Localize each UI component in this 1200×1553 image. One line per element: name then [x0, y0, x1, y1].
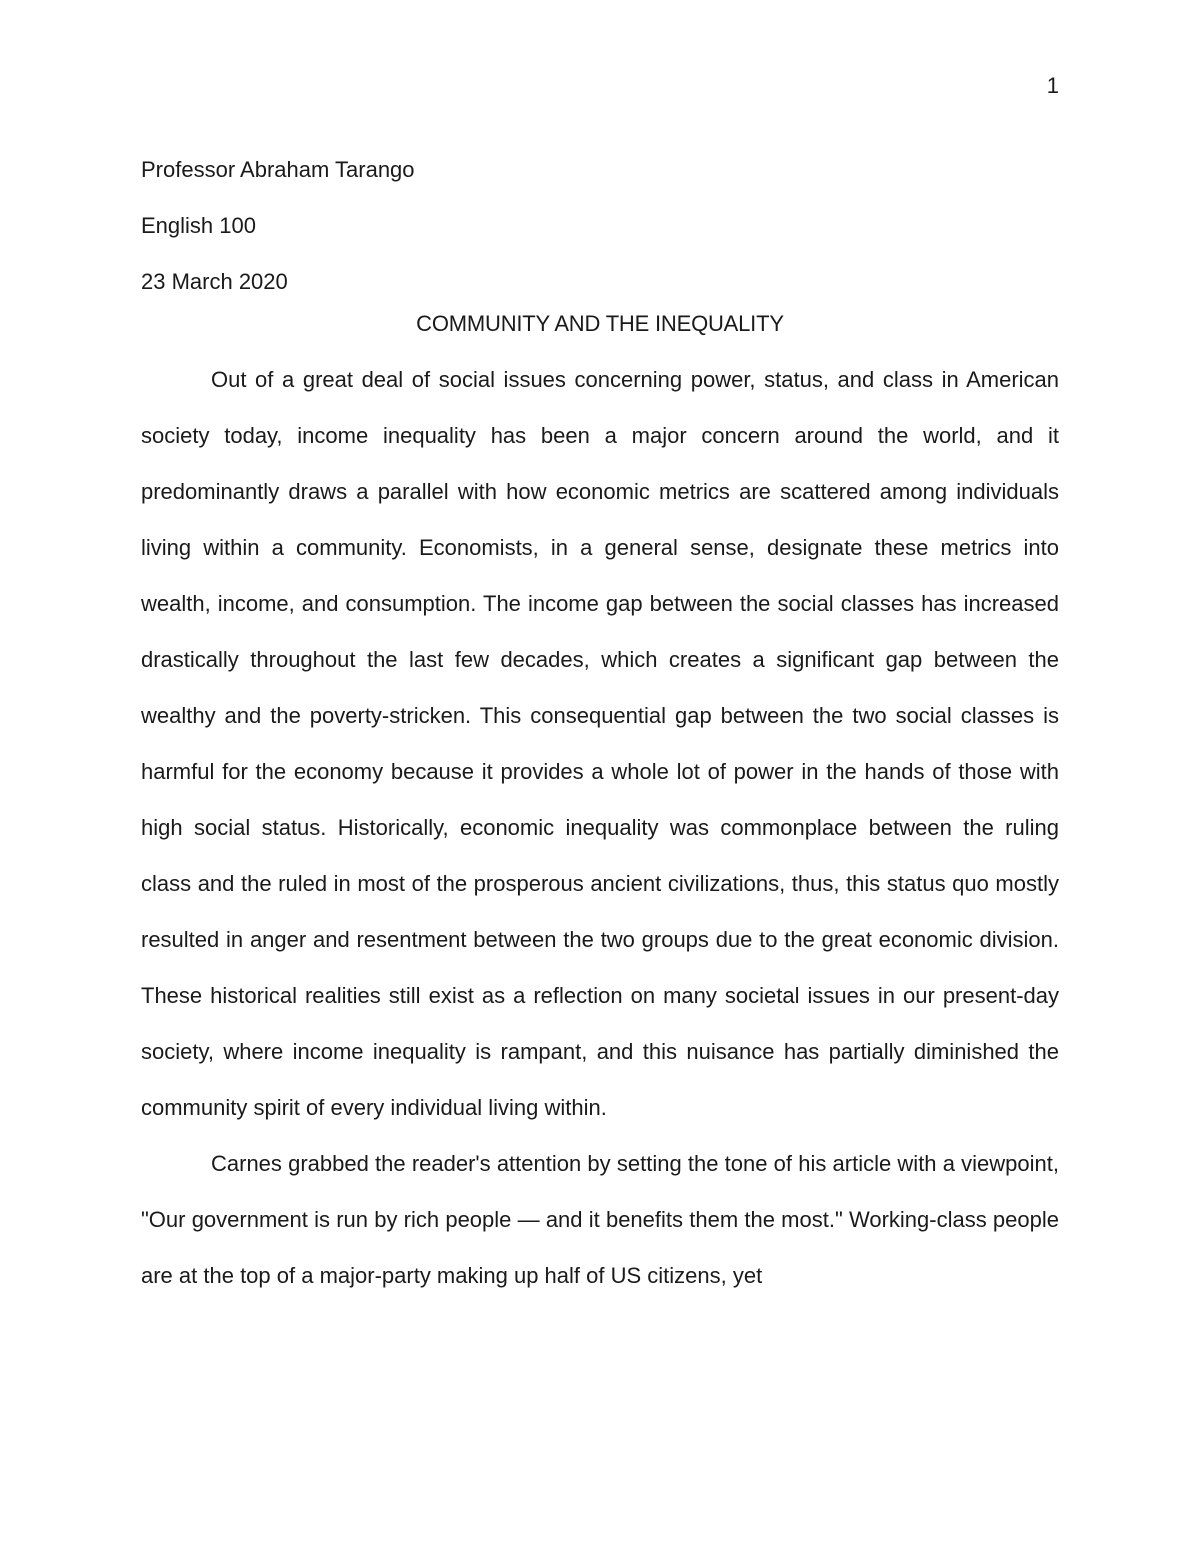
- paragraph-2: Carnes grabbed the reader's attention by setting the tone of his article with a viewpoint, "Our government is run by rich people — and it benefits them the most." Working-class people are at the top of a major-party making up half of US citizens, yet: [141, 1151, 1059, 1288]
- document-date: 23 March 2020: [141, 269, 288, 294]
- essay-body: [141, 352, 1059, 1304]
- page-number: 1: [1046, 73, 1059, 98]
- mla-header: [141, 142, 1059, 310]
- essay-title: COMMUNITY AND THE INEQUALITY: [416, 311, 784, 336]
- course-name: English 100: [141, 213, 256, 238]
- professor-name: Professor Abraham Tarango: [141, 157, 415, 182]
- paragraph-1: Out of a great deal of social issues concerning power, status, and class in American society today, income inequality has been a major concern around the world, and it predominantly draws a parallel with how economic metrics are scattered among individuals living within a community. Economists, in a general sense, designate these metrics into wealth, income, and consumption. The income gap between the social classes has increased drastically throughout the last few decades, which creates a significant gap between the wealthy and the poverty-stricken. This consequential gap between the two social classes is harmful for the economy because it provides a whole lot of power in the hands of those with high social status. Historically, economic inequality was commonplace between the ruling class and the ruled in most of the prosperous ancient civilizations, thus, this status quo mostly resulted in anger and resentment between the two groups due to the great economic division. These historical realities still exist as a reflection on many societal issues in our present-day society, where income inequality is rampant, and this nuisance has partially diminished the community spirit of every individual living within.: [141, 367, 1059, 1120]
